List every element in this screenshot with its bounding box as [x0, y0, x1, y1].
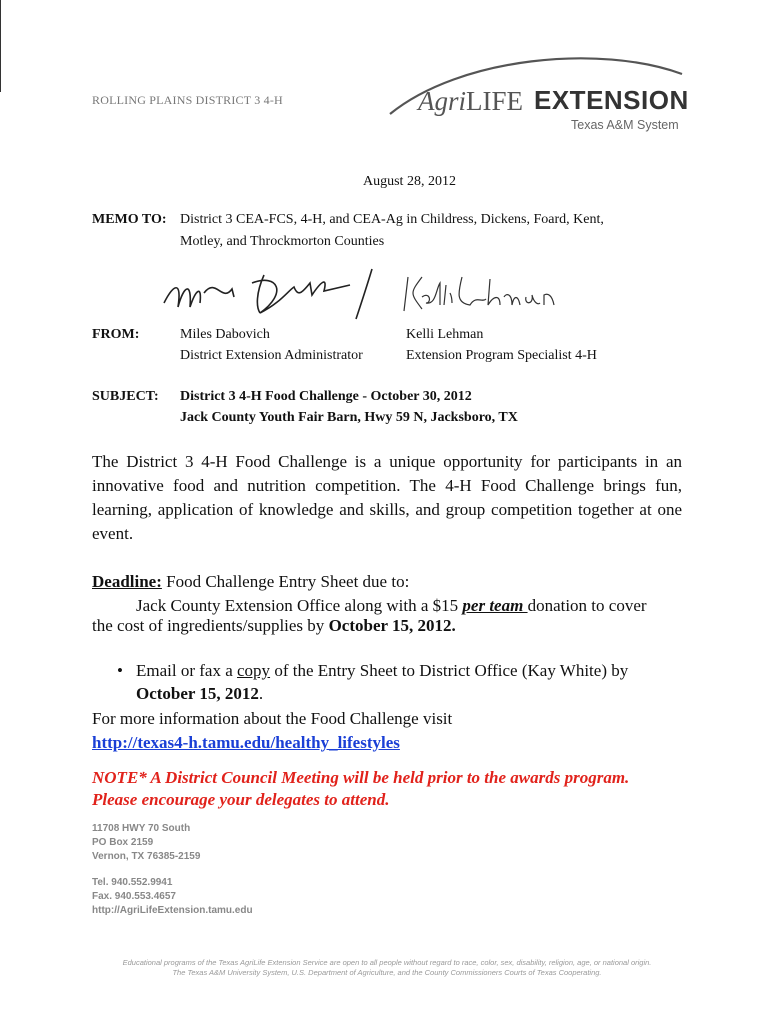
jack-line1-a: Jack County Extension Office along with a $15	[136, 596, 463, 615]
deadline-label: Deadline:	[92, 572, 162, 591]
subject-line1: District 3 4-H Food Challenge - October 30, 2012	[180, 389, 472, 404]
more-info-text: For more information about the Food Challenge visit	[92, 709, 453, 728]
footer-line1: Educational programs of the Texas AgriLife Extension Service are open to all people without regard to race, color, sex, disability, religion, age, or national origin.	[122, 958, 652, 967]
note-line2: Please encourage your delegates to attend.	[92, 790, 390, 809]
logo-agri-text: Agri	[418, 86, 467, 116]
from1-name: Miles Dabovich	[180, 327, 270, 342]
address-fax: Fax. 940.553.4657	[92, 891, 176, 902]
bullet-icon: •	[117, 661, 123, 680]
note-line1: NOTE* A District Council Meeting will be held prior to the awards program.	[92, 768, 630, 787]
jack-line2-date: October 15, 2012.	[328, 616, 456, 635]
deadline-line	[92, 572, 409, 592]
signature-lehman	[404, 277, 554, 311]
bullet-line2	[136, 684, 263, 704]
address-web[interactable]: http://AgriLifeExtension.tamu.edu	[92, 905, 253, 916]
subject-line2: Jack County Youth Fair Barn, Hwy 59 N, Jacksboro, TX	[180, 410, 518, 425]
address-line1: 11708 HWY 70 South	[92, 823, 191, 834]
page-edge-mark	[0, 0, 1, 92]
jack-county-line2	[92, 616, 456, 636]
bullet-line1	[136, 661, 628, 681]
signature-dabovich	[164, 269, 372, 319]
bullet-copy: copy	[237, 661, 271, 680]
jack-line2-a: the cost of ingredients/supplies by	[92, 616, 329, 635]
logo-life-text: LIFE	[466, 86, 524, 116]
from2-name: Kelli Lehman	[406, 327, 484, 342]
deadline-text: Food Challenge Entry Sheet due to:	[161, 572, 410, 591]
bullet-date: October 15, 2012	[136, 684, 259, 703]
address-tel: Tel. 940.552.9941	[92, 877, 173, 888]
address-line3: Vernon, TX 76385-2159	[92, 851, 201, 862]
jack-county-line1	[136, 596, 647, 616]
logo-system-text: Texas A&M System	[571, 118, 679, 132]
jack-line1-b: donation to cover	[527, 596, 647, 615]
per-team-emphasis: per team	[462, 596, 528, 615]
healthy-lifestyles-link[interactable]: http://texas4-h.tamu.edu/healthy_lifestyles	[92, 733, 400, 752]
logo-agrilife	[418, 86, 523, 117]
memo-from-label: FROM:	[92, 327, 140, 342]
footer-line2: The Texas A&M University System, U.S. Department of Agriculture, and the County Commissioners Courts of Texas Cooperating.	[172, 968, 602, 977]
intro-paragraph: The District 3 4-H Food Challenge is a unique opportunity for participants in an innovative food and nutrition competition. The 4-H Food Challenge brings fun, learning, application of knowledge and skills, and group competition together at one event.	[92, 452, 682, 543]
logo-extension-text: EXTENSION	[534, 85, 689, 115]
memo-subject-label: SUBJECT:	[92, 389, 159, 404]
district-header: ROLLING PLAINS DISTRICT 3 4-H	[92, 93, 283, 107]
from1-title: District Extension Administrator	[180, 348, 363, 363]
bullet-b: of the Entry Sheet to District Office (Kay White) by	[270, 661, 629, 680]
memo-to-line1: District 3 CEA-FCS, 4-H, and CEA-Ag in Childress, Dickens, Foard, Kent,	[180, 212, 604, 227]
memo-to-label: MEMO TO:	[92, 212, 167, 227]
address-line2: PO Box 2159	[92, 837, 154, 848]
signatures-image	[160, 263, 560, 323]
memo-to-line2: Motley, and Throckmorton Counties	[180, 234, 385, 249]
bullet-period: .	[258, 684, 264, 703]
bullet-a: Email or fax a	[136, 661, 238, 680]
from2-title: Extension Program Specialist 4-H	[406, 348, 597, 363]
memo-date: August 28, 2012	[363, 174, 456, 189]
